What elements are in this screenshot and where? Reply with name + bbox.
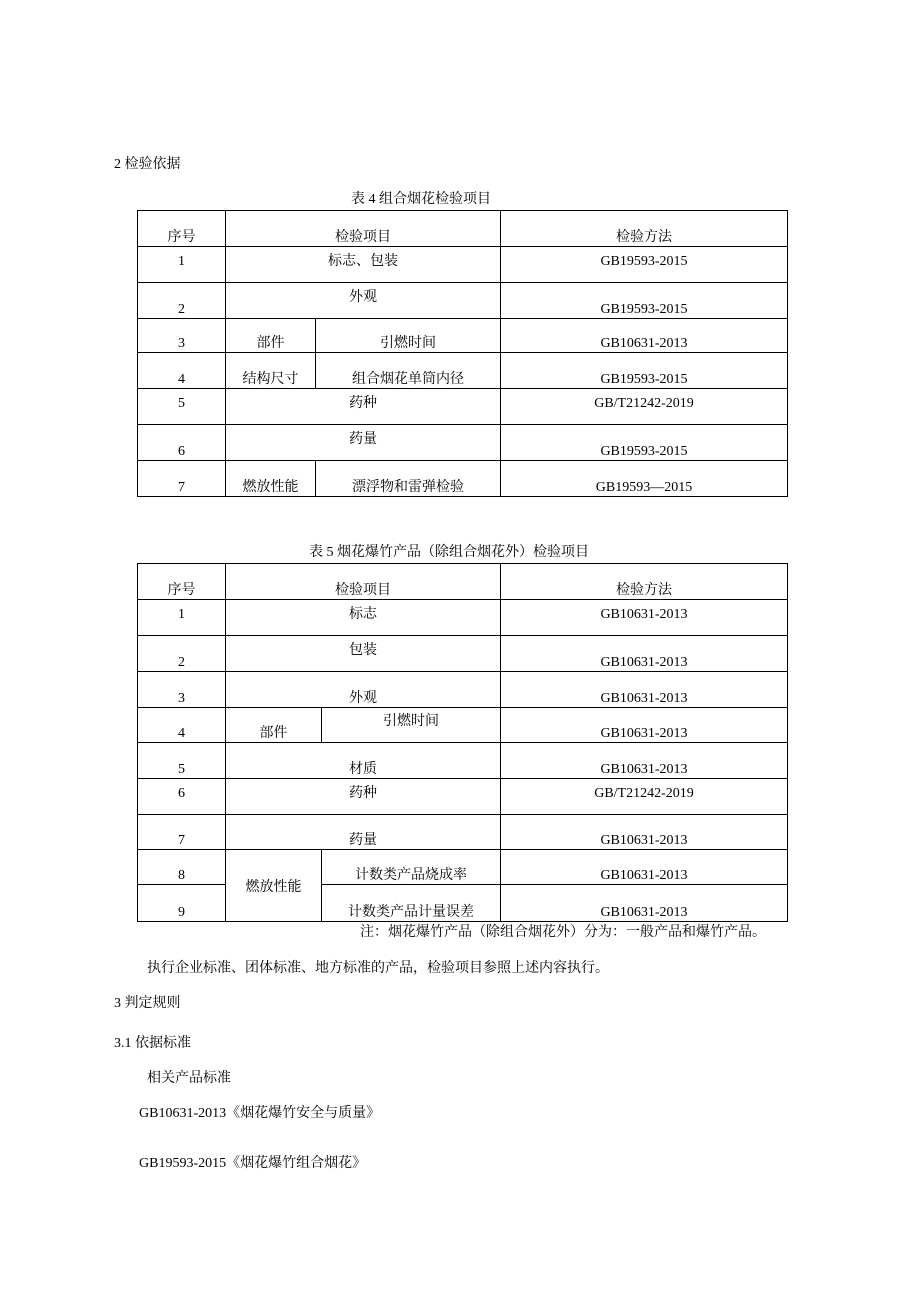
row-item: 引燃时间 (316, 319, 501, 353)
table-row (138, 461, 788, 497)
row-method: GB19593-2015 (501, 283, 788, 319)
row-no: 6 (138, 425, 226, 461)
row-item: 标志、包装 (226, 247, 501, 283)
table-row (138, 353, 788, 389)
row-method: GB19593-2015 (501, 247, 788, 283)
section-3-1-heading: 3.1 依据标准 (114, 1036, 191, 1051)
col-header-method: 检验方法 (501, 564, 788, 600)
row-item: 材质 (226, 743, 501, 779)
table-row (138, 283, 788, 319)
row-no: 4 (138, 708, 226, 743)
row-method: GB10631-2013 (501, 672, 788, 708)
row-no: 3 (138, 319, 226, 353)
table-row (138, 672, 788, 708)
row-group: 燃放性能 (226, 850, 322, 922)
row-no: 8 (138, 850, 226, 885)
row-no: 7 (138, 815, 226, 850)
row-item: 药量 (226, 425, 501, 461)
row-group: 部件 (226, 708, 322, 743)
col-header-item: 检验项目 (226, 564, 501, 600)
row-no: 1 (138, 247, 226, 283)
execution-paragraph: 执行企业标准、团体标准、地方标准的产品，检验项目参照上述内容执行。 (147, 961, 609, 976)
row-no: 7 (138, 461, 226, 497)
row-item: 包装 (226, 636, 501, 672)
row-item: 标志 (226, 600, 501, 636)
row-no: 4 (138, 353, 226, 389)
row-item: 计数类产品烧成率 (322, 850, 501, 885)
table-row (138, 425, 788, 461)
row-item: 引燃时间 (322, 708, 501, 743)
table-row (138, 636, 788, 672)
row-item: 组合烟花单筒内径 (316, 353, 501, 389)
table-row (138, 779, 788, 815)
row-no: 6 (138, 779, 226, 815)
table-header-row (138, 211, 788, 247)
row-method: GB19593-2015 (501, 425, 788, 461)
row-item: 外观 (226, 672, 501, 708)
table-row (138, 600, 788, 636)
row-item: 漂浮物和雷弹检验 (316, 461, 501, 497)
table-4 (137, 210, 788, 497)
row-no: 9 (138, 885, 226, 922)
table-row (138, 708, 788, 743)
table-row (138, 850, 788, 885)
row-item: 药种 (226, 779, 501, 815)
row-group: 结构尺寸 (226, 353, 316, 389)
row-method: GB10631-2013 (501, 743, 788, 779)
table-5 (137, 563, 788, 922)
row-method: GB/T21242-2019 (501, 779, 788, 815)
col-header-item: 检验项目 (226, 211, 501, 247)
row-method: GB10631-2013 (501, 636, 788, 672)
row-no: 5 (138, 743, 226, 779)
row-no: 5 (138, 389, 226, 425)
table-row (138, 389, 788, 425)
row-method: GB10631-2013 (501, 708, 788, 743)
row-group: 燃放性能 (226, 461, 316, 497)
row-no: 1 (138, 600, 226, 636)
row-method: GB10631-2013 (501, 885, 788, 922)
row-no: 2 (138, 636, 226, 672)
related-standards-label: 相关产品标准 (147, 1071, 231, 1086)
row-item: 计数类产品计量误差 (322, 885, 501, 922)
col-header-method: 检验方法 (501, 211, 788, 247)
table-row (138, 247, 788, 283)
row-method: GB/T21242-2019 (501, 389, 788, 425)
row-method: GB10631-2013 (501, 319, 788, 353)
row-no: 2 (138, 283, 226, 319)
table-row (138, 815, 788, 850)
section-3-heading: 3 判定规则 (114, 996, 181, 1011)
standard-gb19593: GB19593-2015《烟花爆竹组合烟花》 (139, 1156, 367, 1171)
table-row (138, 319, 788, 353)
row-item: 药种 (226, 389, 501, 425)
row-item: 药量 (226, 815, 501, 850)
row-method: GB10631-2013 (501, 815, 788, 850)
table-5-note: 注：烟花爆竹产品（除组合烟花外）分为：一般产品和爆竹产品。 (360, 925, 766, 940)
col-header-no: 序号 (138, 564, 226, 600)
row-method: GB19593-2015 (501, 353, 788, 389)
row-method: GB10631-2013 (501, 850, 788, 885)
table-row (138, 743, 788, 779)
row-no: 3 (138, 672, 226, 708)
table-4-caption: 表 4 组合烟花检验项目 (351, 192, 491, 207)
row-item: 外观 (226, 283, 501, 319)
row-method: GB10631-2013 (501, 600, 788, 636)
section-2-heading: 2 检验依据 (114, 157, 181, 172)
row-method: GB19593—2015 (501, 461, 788, 497)
col-header-no: 序号 (138, 211, 226, 247)
row-group: 部件 (226, 319, 316, 353)
table-header-row (138, 564, 788, 600)
standard-gb10631: GB10631-2013《烟花爆竹安全与质量》 (139, 1106, 381, 1121)
table-5-caption: 表 5 烟花爆竹产品（除组合烟花外）检验项目 (309, 545, 589, 560)
